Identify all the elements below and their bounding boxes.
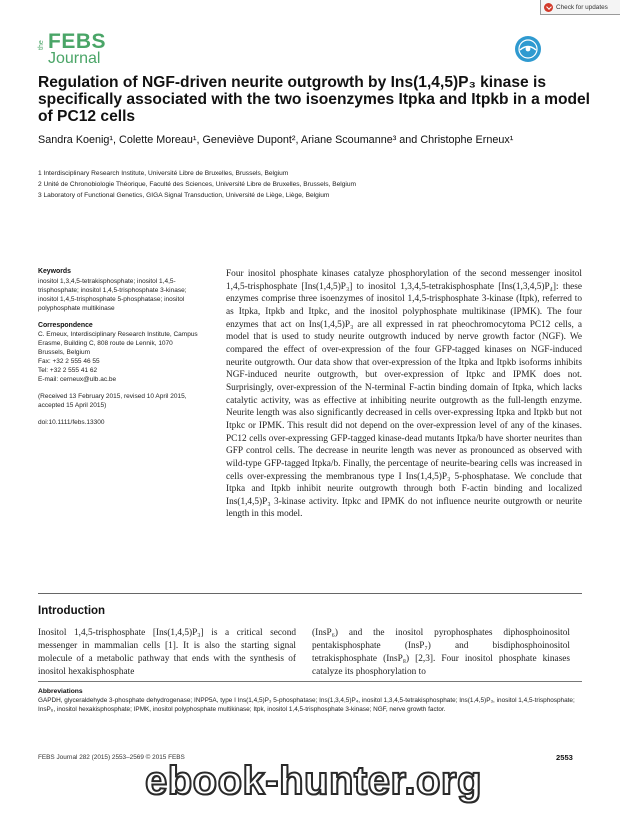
abbreviations-heading: Abbreviations bbox=[38, 688, 83, 695]
update-check-icon bbox=[544, 3, 553, 12]
abstract-text: Four inositol phosphate kinases catalyze phosphorylation of the second messenger inositol 1,4,5-trisphosphate [Ins(1,4,5)P₃] to inositol 1,3,4,5-tetrakisphosphate [Ins(1,3,4,5)P₄]: these enzymes comprise three isoenzymes of inositol 1,4,5-trisphosphate 3-kinase (Itpk), referred to as Itpka, Itpkb and Itpkc, and the inositol polyphosphate multikinase (IPMK). The four enzymes that act on Ins(1,4,5)P₃ are all expressed in rat pheochromocytoma PC12 cells, a model that is used to study neurite outgrowth induced by nerve growth factor (NGF). We compared the effect of over-expression of the four GFP-tagged kinases on NGF-induced neurite outgrowth. Our data show that over-expression of the Itpka and Itpkb isoforms inhibits NGF-induced neurite outgrowth, but over-expression of Itpkc and IPMK does not. Surprisingly, over-expression of the N-terminal F-actin binding domain of Itpka, which lacks catalytic activity, was as effective at inhibiting neurite outgrowth as the full-length enzyme. Neurite length was also significantly decreased in cells over-expressing Itpka and Itpkb but not Itpkc or IPMK. This result did not depend on the over-expression level of any of the kinases. PC12 cells over-expressing GFP-tagged kinase-dead mutants Itpka/b have shorter neurites than GFP control cells. The decrease in neurite length was never as pronounced as observed with wild-type GFP-tagged Itpka/b. Finally, the percentage of neurite-bearing cells was increased in cells over-expressing the membranous type I Ins(1,4,5)P₃ 5-phosphatase. We conclude that Itpka and Itpkb inhibit neurite outgrowth through both F-actin binding and localized Ins(1,4,5)P₃ 3-kinase activity. Itpkc and IPMK do not influence neurite outgrowth or neurite length in this model. bbox=[226, 269, 582, 520]
correspondence-email[interactable]: E-mail: cerneux@ulb.ac.be bbox=[38, 375, 117, 383]
journal-logo-journal: Journal bbox=[48, 50, 101, 67]
abbreviations-block bbox=[38, 688, 582, 714]
introduction-column-2: (InsP₆) and the inositol pyrophosphates diphosphoinositol pentakisphosphate (InsP₇) and bisdiphosphoinositol tetrakisphosphate (InsP₈) [2,3]. Four inositol phosphate kinases catalyze its phosphorylation to bbox=[312, 628, 570, 677]
affiliation-3: 3 Laboratory of Functional Genetics, GIGA Signal Transduction, Université de Liège, Liège, Belgium bbox=[38, 192, 330, 199]
correspondence-fax: Fax: +32 2 555 46 55 bbox=[38, 358, 100, 366]
correspondence-block bbox=[38, 322, 198, 385]
check-for-updates-badge[interactable] bbox=[540, 0, 620, 15]
correspondence-tel: Tel: +32 2 555 41 62 bbox=[38, 367, 98, 375]
introduction-heading: Introduction bbox=[38, 605, 106, 617]
correspondence-heading: Correspondence bbox=[38, 321, 93, 329]
article-title: Regulation of NGF-driven neurite outgrowth by Ins(1,4,5)P₃ kinase is specifically associated with the two isoenzymes Itpka and Itpkb in a model of PC12 cells bbox=[38, 74, 590, 125]
journal-logo-the: the bbox=[38, 40, 45, 50]
footer-citation: FEBS Journal 282 (2015) 2553–2569 © 2015 FEBS bbox=[38, 754, 185, 761]
abstract-divider bbox=[38, 593, 582, 594]
keywords-heading: Keywords bbox=[38, 268, 71, 275]
keywords-block bbox=[38, 268, 198, 314]
journal-logo-febs: FEBS bbox=[48, 30, 107, 53]
doi-link[interactable]: doi:10.1111/febs.13300 bbox=[38, 418, 105, 426]
article-sidebar bbox=[38, 268, 198, 428]
abbreviations-divider bbox=[38, 681, 582, 682]
keywords-text: inositol 1,3,4,5-tetrakisphosphate; inositol 1,4,5-trisphosphate; inositol 1,4,5-trisphosphate 3-kinase; inositol 1,4,5-trisphosphate 5-phosphatase; inositol polyphosphate multikinase bbox=[38, 277, 187, 312]
check-for-updates-label: Check for updates bbox=[556, 3, 608, 11]
journal-logo bbox=[38, 28, 148, 68]
received-dates bbox=[38, 393, 198, 411]
received-text: (Received 13 February 2015, revised 10 April 2015, accepted 15 April 2015) bbox=[38, 392, 187, 409]
introduction-column-1: Inositol 1,4,5-trisphosphate [Ins(1,4,5)P₃] is a critical second messenger in mammalian cells [1]. It is also the starting signal molecule of a metabolic pathway that ends with the synthesis of inositol hexakisphosphate bbox=[38, 628, 296, 677]
correspondence-address: C. Erneux, Interdisciplinary Research Institute, Campus Erasme, Building C, 808 route de Lennik, 1070 Brussels, Belgium bbox=[38, 331, 198, 357]
watermark: ebook-hunter.org bbox=[145, 759, 482, 803]
affiliation-1: 1 Interdisciplinary Research Institute, Université Libre de Bruxelles, Brussels, Belgium bbox=[38, 170, 289, 177]
abbreviations-text: GAPDH, glyceraldehyde 3-phosphate dehydrogenase; INPP5A, type I Ins(1,4,5)P₃ 5-phosphatase; Ins(1,3,4,5)P₄, inositol 1,3,4,5-tetrakisphosphate; Ins(1,4,5)P₃, inositol 1,4,5-trisphosphate; InsP₆, inositol hexakisphosphate; IPMK, inositol polyphosphate multikinase; Itpk, inositol 1,4,5-trisphosphate 3-kinase; NGF, nerve growth factor. bbox=[38, 696, 575, 713]
affiliation-2: 2 Unité de Chronobiologie Théorique, Faculté des Sciences, Université Libre de Bruxelles, Brussels, Belgium bbox=[38, 181, 357, 188]
febs-emblem-icon bbox=[514, 35, 542, 63]
author-list: Sandra Koenig¹, Colette Moreau¹, Geneviève Dupont², Ariane Scoumanne³ and Christophe Erneux¹ bbox=[38, 134, 514, 146]
footer-page-number: 2553 bbox=[556, 753, 573, 762]
